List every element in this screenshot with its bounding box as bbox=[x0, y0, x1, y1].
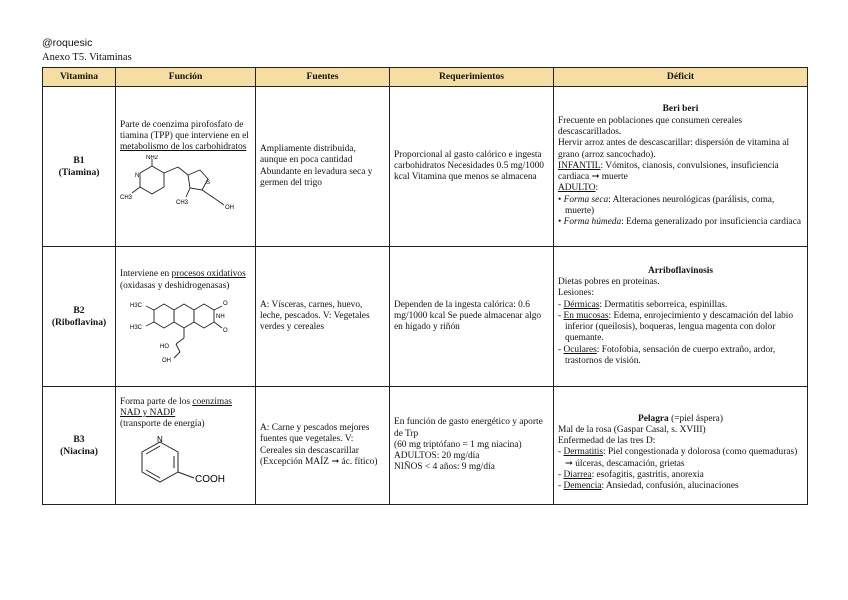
molecule-label: NH bbox=[216, 313, 225, 320]
column-header-requerimientos: Requerimientos bbox=[390, 68, 554, 87]
deficit-line: Hervir arroz antes de descascarillar: dispersión de vitamina al grano (arroz sancochado). bbox=[558, 138, 790, 160]
vitamin-name: (Riboflavina) bbox=[51, 316, 107, 328]
column-header-funcion: Función bbox=[116, 68, 256, 87]
niacin-structure bbox=[120, 432, 248, 494]
sources-cell: A: Vísceras, carnes, huevo, leche, pescados. V: Vegetales verdes y cereales bbox=[256, 247, 390, 387]
requirements-line: ADULTOS: 20 mg/día bbox=[394, 451, 480, 462]
deficit-cell bbox=[554, 247, 808, 387]
function-underlined: coenzimas NAD y NADP bbox=[120, 396, 232, 418]
function-text: (oxidasas y deshidrogenasas) bbox=[120, 280, 230, 291]
requirements-cell bbox=[390, 387, 554, 505]
deficit-line: Enfermedad de las tres D: bbox=[558, 436, 656, 447]
deficit-title-line bbox=[558, 414, 803, 425]
document-subtitle: Anexo T5. Vitaminas bbox=[42, 52, 132, 63]
deficit-bullet: • Forma seca: Alteraciones neurológicas (parálisis, coma, muerte) bbox=[558, 194, 775, 216]
sources-cell: A: Carne y pescados mejores fuentes que vegetales. V: Cereales sin descascarillar (Excepción MAÍZ ➞ ác. fítico) bbox=[256, 387, 390, 505]
molecule-label: NH2 bbox=[146, 155, 159, 162]
molecule-label: O bbox=[223, 300, 228, 307]
function-underlined: procesos oxidativos bbox=[171, 269, 246, 280]
table-header-row bbox=[43, 68, 808, 87]
vitamin-code: B1 bbox=[73, 155, 85, 166]
deficit-line: ADULTO: bbox=[558, 183, 599, 194]
deficit-bullet: • Forma húmeda: Edema generalizado por insuficiencia cardiaca bbox=[558, 217, 802, 228]
function-text: Interviene en bbox=[120, 269, 170, 280]
deficit-cell bbox=[554, 387, 808, 505]
vitamin-cell bbox=[43, 387, 116, 505]
function-cell bbox=[116, 87, 256, 247]
vitamin-code: B3 bbox=[73, 434, 85, 445]
function-cell bbox=[116, 247, 256, 387]
vitamin-cell bbox=[43, 87, 116, 247]
molecule-label: OH bbox=[162, 357, 171, 364]
requirements-cell: Dependen de la ingesta calórica: 0.6 mg/1000 kcal Se puede almacenar algo en hígado y riñón bbox=[390, 247, 554, 387]
vitamin-cell bbox=[43, 247, 116, 387]
vitamin-code: B2 bbox=[73, 305, 85, 316]
deficit-line: Lesiones: bbox=[558, 288, 594, 299]
deficit-title-note: (=piel áspera) bbox=[668, 413, 723, 424]
author-handle: @roquesic bbox=[42, 37, 93, 49]
table-row bbox=[43, 387, 808, 505]
deficit-bullet: - Dérmicas: Dermatitis seborreica, espinillas. bbox=[558, 299, 728, 310]
deficit-title: Pelagra bbox=[638, 413, 669, 424]
deficit-title: Beri beri bbox=[662, 104, 699, 115]
requirements-line: (60 mg triptófano = 1 mg niacina) bbox=[394, 439, 522, 450]
deficit-bullet: - En mucosas: Edema, enrojecimiento y descamación del labio inferior (queilosis), boqueras, lengua magenta con dolor quemante. bbox=[558, 310, 794, 344]
riboflavin-structure bbox=[120, 294, 248, 364]
deficit-line: Dietas pobres en proteínas. bbox=[558, 277, 660, 288]
molecule-label: N bbox=[157, 435, 163, 445]
thiamine-structure bbox=[120, 155, 248, 213]
deficit-bullet: - Demencia: Ansiedad, confusión, alucinaciones bbox=[558, 481, 739, 492]
function-text: Forma parte de los bbox=[120, 396, 191, 407]
requirements-line: En función de gasto energético y aporte de Trp bbox=[394, 417, 543, 439]
function-text: Parte de coenzima pirofosfato de tiamina (TPP) que interviene en el bbox=[120, 119, 249, 141]
function-text: (transporte de energía) bbox=[120, 419, 205, 430]
molecule-label: H3C bbox=[130, 302, 143, 309]
molecule-label: COOH bbox=[195, 474, 225, 486]
function-underlined: metabolismo de los carbohidratos bbox=[120, 142, 247, 153]
deficit-bullet: - Oculares: Fotofobia, sensación de cuerpo extraño, ardor, trastornos de visión. bbox=[558, 344, 776, 366]
function-cell bbox=[116, 387, 256, 505]
deficit-title: Arriboflavinosis bbox=[647, 265, 714, 276]
deficit-cell bbox=[554, 87, 808, 247]
deficit-line: Frecuente en poblaciones que consumen cereales descascarillados. bbox=[558, 115, 743, 138]
column-header-fuentes: Fuentes bbox=[256, 68, 390, 87]
requirements-cell: Proporcional al gasto calórico e ingesta carbohidratos Necesidades 0.5 mg/1000 kcal Vitamina que menos se almacena bbox=[390, 87, 554, 247]
molecule-label: OH bbox=[225, 205, 234, 212]
vitamins-table bbox=[42, 67, 808, 505]
table-row bbox=[43, 87, 808, 247]
molecule-label: CH3 bbox=[120, 195, 133, 202]
deficit-bullet: - Dermatitis: Piel congestionada y dolorosa (como quemaduras) ➞ úlceras, descamación, grietas bbox=[558, 447, 798, 469]
table-row bbox=[43, 247, 808, 387]
molecule-label: H3C bbox=[130, 324, 143, 331]
molecule-label: S bbox=[206, 180, 211, 187]
molecule-label: N bbox=[135, 173, 140, 180]
column-header-deficit: Déficit bbox=[554, 68, 808, 87]
vitamin-name: (Tiamina) bbox=[58, 166, 100, 178]
deficit-bullet: - Diarrea: esofagitis, gastritis, anorexia bbox=[558, 469, 704, 480]
column-header-vitamina: Vitamina bbox=[43, 68, 116, 87]
molecule-label: HO bbox=[160, 343, 169, 350]
molecule-label: O bbox=[223, 327, 228, 334]
molecule-label: CH3 bbox=[176, 200, 189, 207]
deficit-line: Mal de la rosa (Gaspar Casal, s. XVIII) bbox=[558, 424, 706, 435]
vitamin-name: (Niacina) bbox=[60, 445, 98, 457]
deficit-line: INFANTIL: Vómitos, cianosis, convulsiones, insuficiencia cardiaca ➞ muerte bbox=[558, 160, 779, 183]
requirements-line: NIÑOS < 4 años: 9 mg/día bbox=[394, 462, 495, 473]
sources-cell: Ampliamente distribuida, aunque en poca cantidad Abundante en levadura seca y germen del trigo bbox=[256, 87, 390, 247]
